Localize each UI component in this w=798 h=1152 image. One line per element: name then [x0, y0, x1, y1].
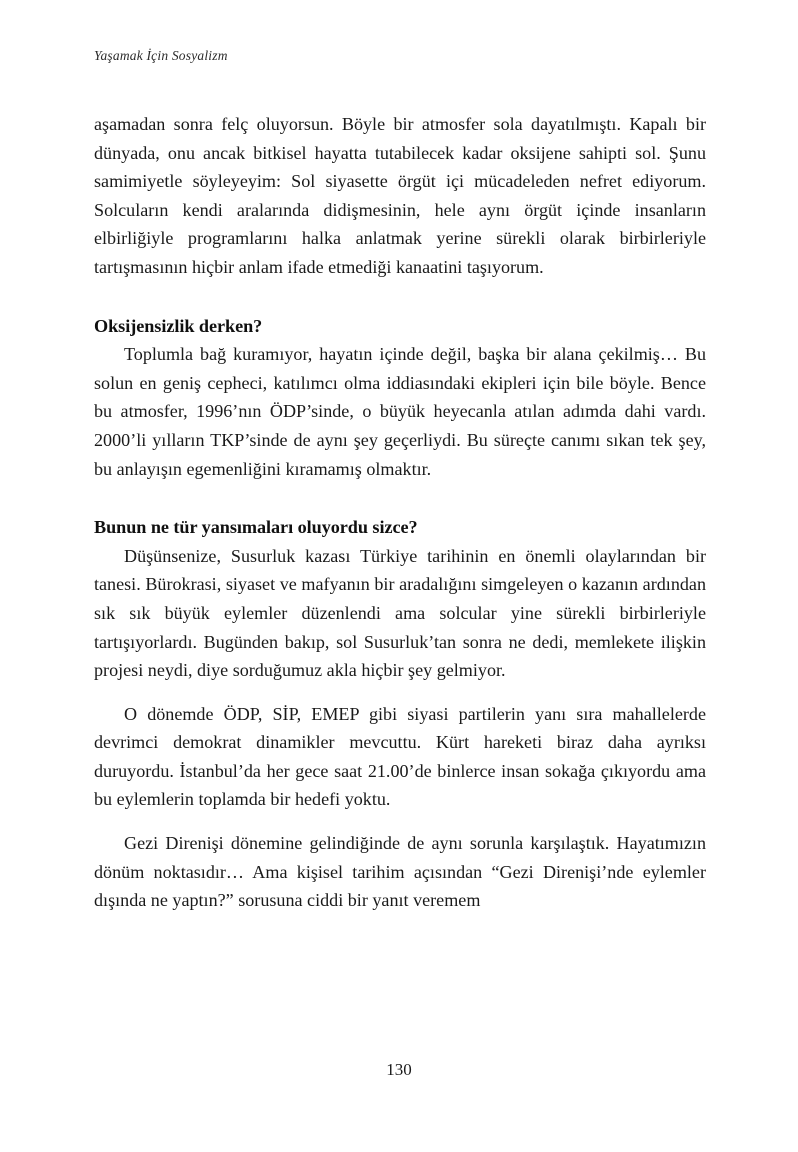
- paragraph-continuation: aşamadan sonra felç oluyorsun. Böyle bir atmosfer sola dayatılmıştı. Kapalı bir dünyada, onu ancak bitkisel hayatta tutabilecek kadar oksijene sahipti sol. Şunu samimiyetle söyleyeyim: Sol siyasette örgüt içi mücadeleden nefret ediyorum. Solcuların kendi aralarında didişmesinin, hele aynı örgüt içinde insanların elbirliğiyle programlarını halka anlatmak yerine sürekli olarak birbirleriyle tartışmasının hiçbir anlam ifade etmediği kanaatini taşıyorum.: [94, 114, 706, 277]
- spacer-paragraph-2: [94, 814, 706, 829]
- paragraph-odp-sip-emep: O dönemde ÖDP, SİP, EMEP gibi siyasi partilerin yanı sıra mahallelerde devrimci demokrat dinamikler mevcuttu. Kürt hareketi biraz daha ayrıksı duruyordu. İstanbul’da her gece saat 21.00’de binlerce insan sokağa çıkıyordu ama bu eylemlerin toplamda bir hedefi yoktu.: [94, 703, 706, 810]
- spacer-paragraph-1: [94, 685, 706, 700]
- paragraph-answer-1: Toplumla bağ kuramıyor, hayatın içinde değil, başka bir alana çekilmiş… Bu solun en geniş cepheci, katılımcı olma iddiasındaki ekipleri için bile böyle. Bence bu atmosfer, 1996’nın ÖDP’sinde, o büyük heyecanla atılan adımda dahi vardı. 2000’li yılların TKP’sinde de aynı şey geçerliydi. Bu süreçte canımı sıkan tek şey, bu anlayışın egemenliğini kıramamış olmaktır.: [94, 344, 706, 479]
- paragraph-answer-2: Düşünsenize, Susurluk kazası Türkiye tarihinin en önemli olaylarından bir tanesi. Bürokrasi, siyaset ve mafyanın bir aradalığını simgeleyen o kazanın ardından sık sık büyük eylemler düzenlendi ama solcular yine sürekli birbirleriyle tartışıyorlardı. Bugünden bakıp, sol Susurluk’tan sonra ne dedi, memlekete ilişkin projesi neydi, diye sorduğumuz akla hiçbir şey gelmiyor.: [94, 545, 706, 681]
- running-head: Yaşamak İçin Sosyalizm: [94, 48, 228, 63]
- question-heading-yansimalar: Bunun ne tür yansımaları oluyordu sizce?: [94, 517, 418, 538]
- spacer-before-heading-1: [94, 282, 706, 312]
- question-heading-oksijensizlik: Oksijensizlik derken?: [94, 315, 263, 336]
- paragraph-gezi-direnisi: Gezi Direnişi dönemine gelindiğinde de aynı sorunla karşılaştık. Hayatımızın dönüm noktasıdır… Ama kişisel tarihim açısından “Gezi Direnişi’nde eylemler dışında ne yaptın?” sorusuna ciddi bir yanıt veremem: [94, 833, 706, 911]
- page-number: 130: [386, 1060, 412, 1079]
- spacer-before-heading-2: [94, 483, 706, 513]
- body-text-column: [94, 110, 706, 915]
